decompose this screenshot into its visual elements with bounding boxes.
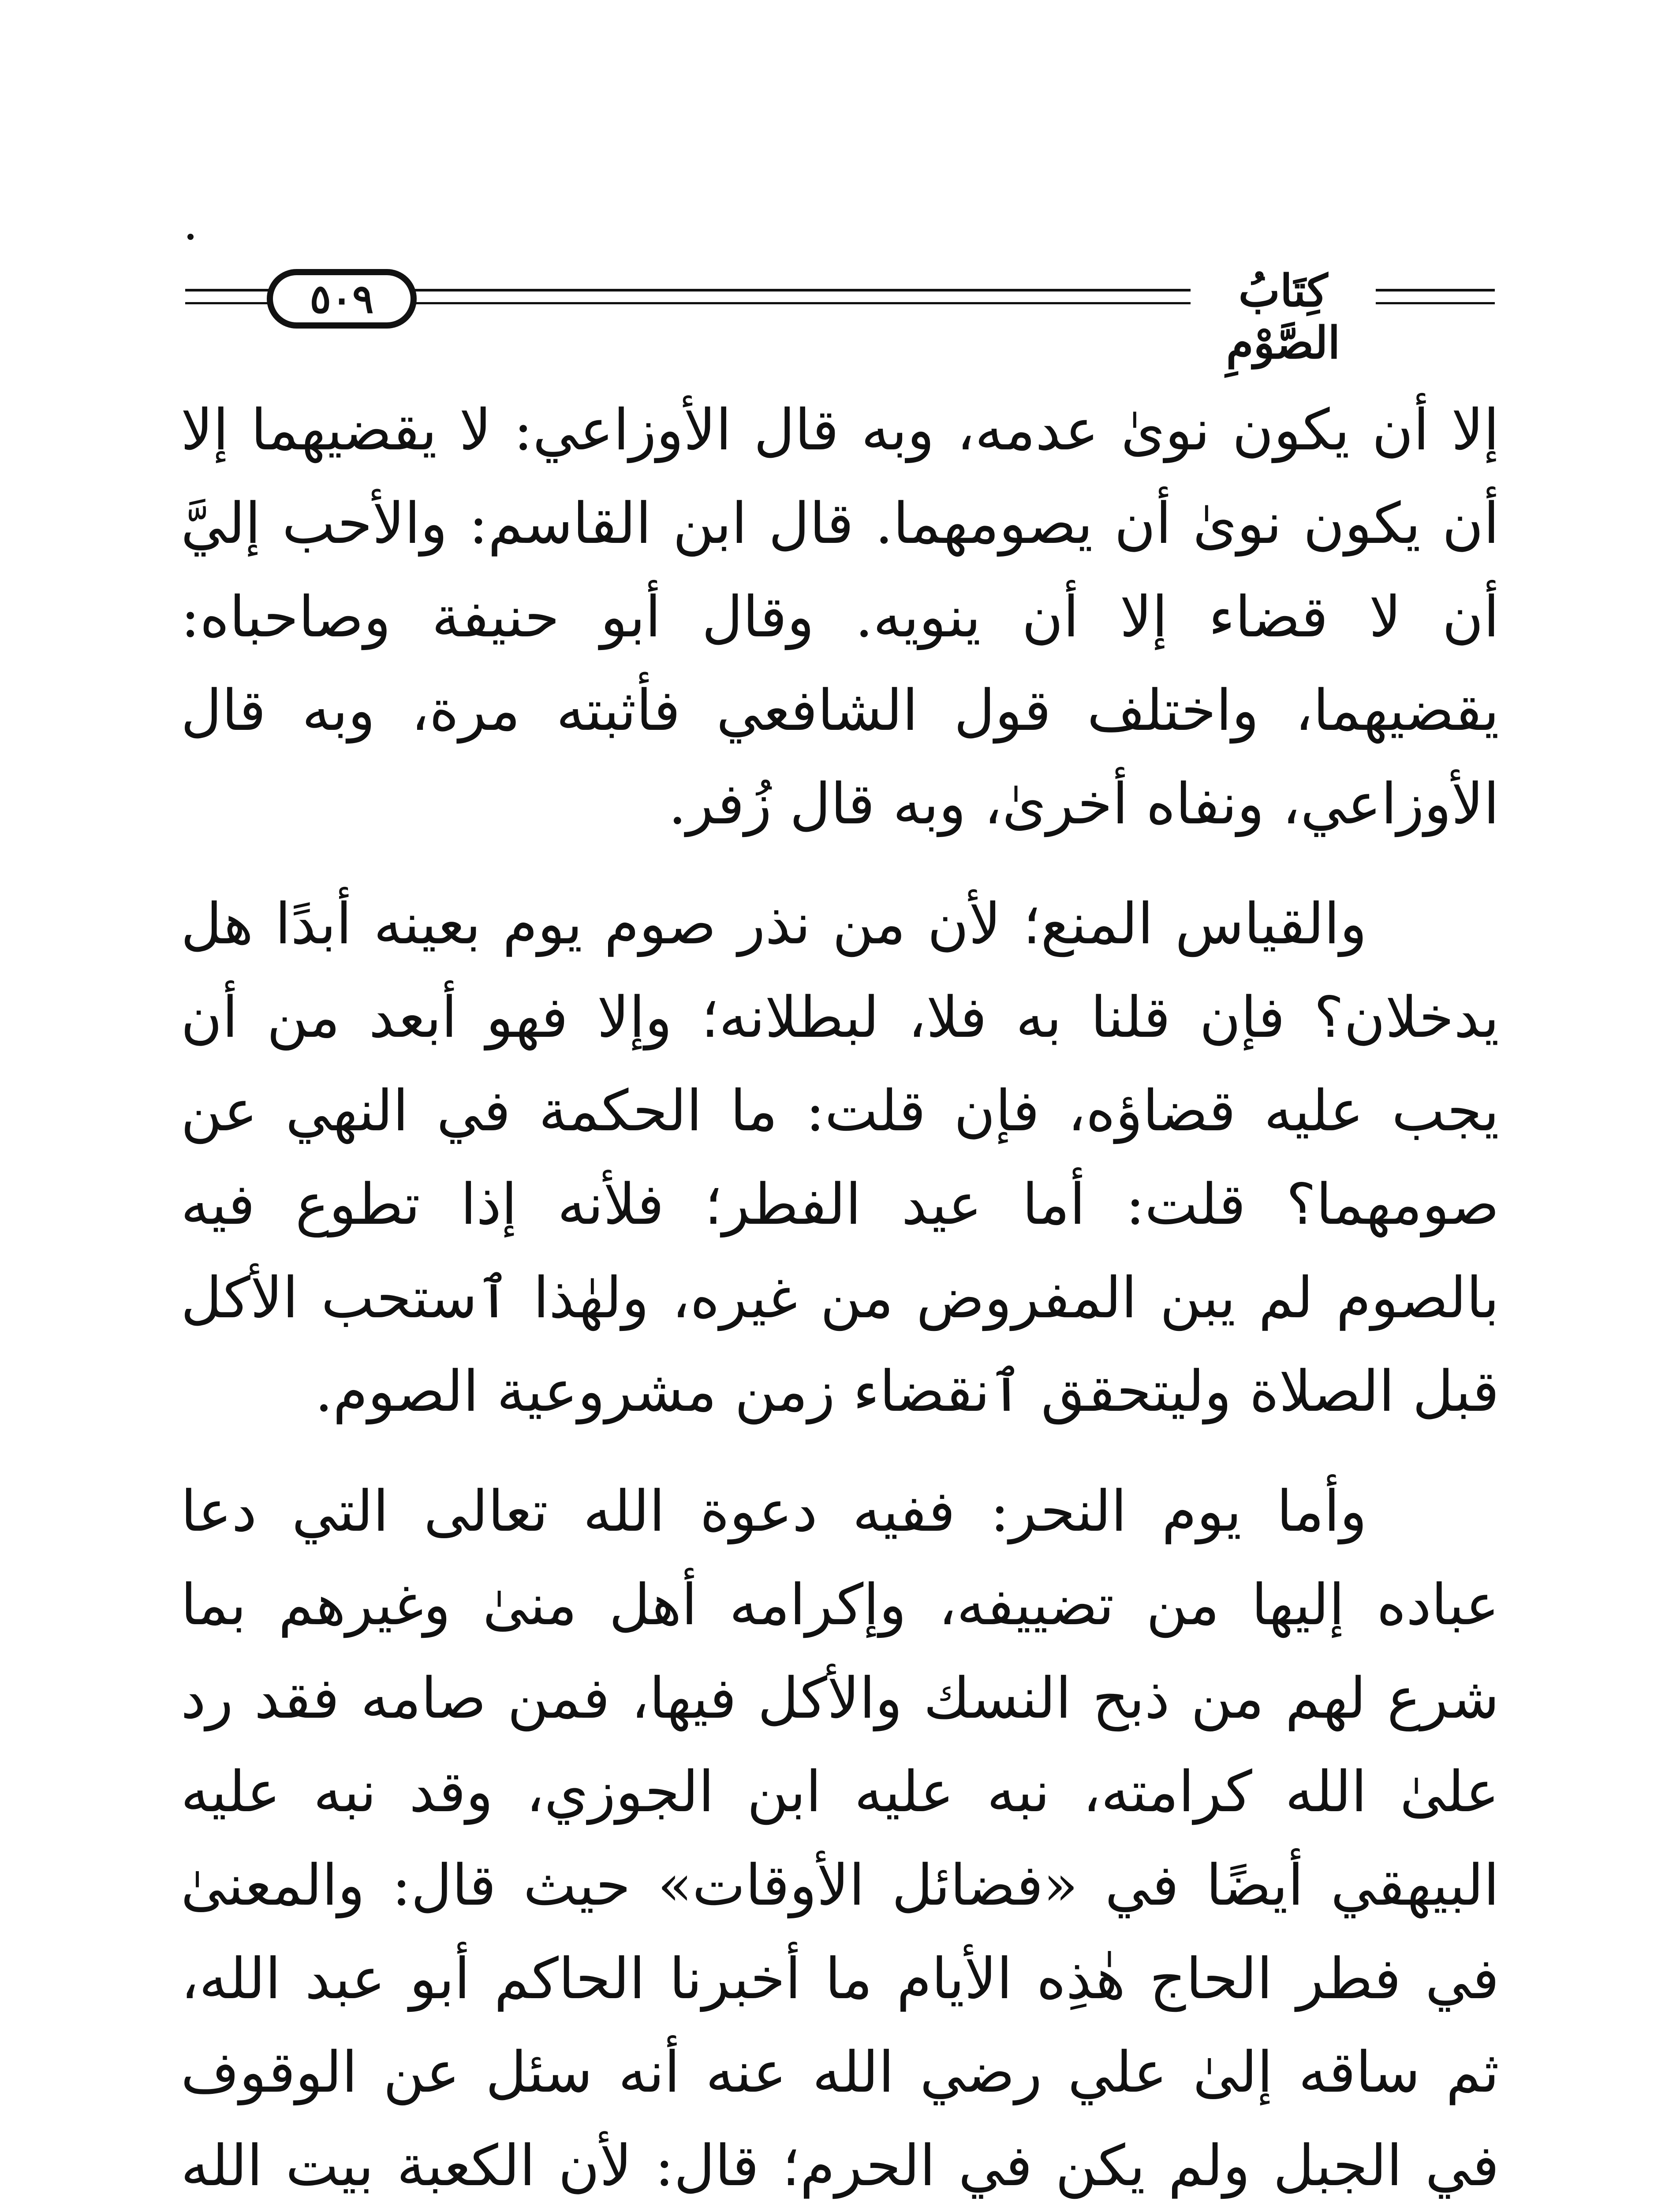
paragraph-2: والقياس المنع؛ لأن من نذر صوم يوم بعينه أبدًا هل يدخلان؟ فإن قلنا به فلا، لبطلانه؛ وإلا فهو أبعد من أن يجب عليه قضاؤه، فإن قلت: ما الحكمة في النهي عن صومهما؟ قلت: أما عيد الفطر؛ فلأنه إذا تطوع فيه بالصوم لم يبن المفروض من غيره، ولهٰذا ٱستحب الأكل قبل الصلاة وليتحقق ٱنقضاء زمن مشروعية الصوم. — [181, 891, 1499, 1424]
ink-dot — [187, 234, 194, 240]
running-title: كِتَابُ الصَّوْمِ — [1191, 265, 1376, 369]
page-number: ٥٠٩ — [310, 275, 374, 322]
paragraph-3: وأما يوم النحر: ففيه دعوة الله تعالى التي دعا عباده إليها من تضييفه، وإكرامه أهل منىٰ وغيرهم بما شرع لهم من ذبح النسك والأكل فيها، فمن صامه فقد رد علىٰ الله كرامته، نبه عليه ابن الجوزي، وقد نبه عليه البيهقي أيضًا في «فضائل الأوقات» حيث قال: والمعنىٰ في فطر الحاج هٰذِه الأيام ما أخبرنا الحاكم أبو عبد الله، ثم ساقه إلىٰ علي رضي الله عنه أنه سئل عن الوقوف في الجبل ولم يكن في الحرم؛ قال: لأن الكعبة بيت الله — [181, 1479, 1500, 2199]
page-header — [185, 247, 1495, 369]
page-number-badge — [267, 269, 417, 329]
paragraph-1: إلا أن يكون نوىٰ عدمه، وبه قال الأوزاعي: لا يقضيهما إلا أن يكون نوىٰ أن يصومهما. قال ابن القاسم: والأحب إليَّ أن لا قضاء إلا أن ينويه. وقال أبو حنيفة وصاحباه: يقضيهما، واختلف قول الشافعي فأثبته مرة، وبه قال الأوزاعي، ونفاه أخرىٰ، وبه قال زُفر. — [181, 397, 1499, 837]
body-text — [181, 384, 1499, 2205]
